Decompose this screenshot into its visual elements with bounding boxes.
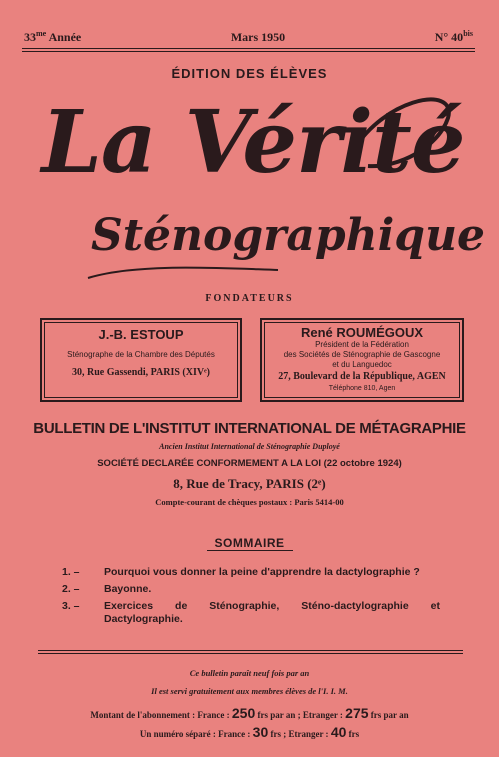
sommaire-list (62, 566, 440, 630)
founder-box-estoup-inner (44, 322, 238, 398)
single-issue-price: Un numéro séparé : France : 30 frs ; Etranger : 40 frs (139, 724, 360, 740)
masthead (18, 88, 488, 288)
list-item-number: 2. – (62, 583, 80, 595)
subscription-price: Montant de l'abonnement : France : 250 frs par an ; Etranger : 275 frs par an (90, 705, 409, 721)
list-item (62, 600, 440, 626)
masthead-title: La Vérité (41, 92, 465, 193)
issue-year: $33^{me}$ Année (24, 29, 82, 44)
list-item-text: Exercices de Sténographie, Sténo-dactylographie et Dactylographie. (104, 600, 440, 625)
footer-members: Il est servi gratuitement aux membres élèves de l'I. I. M. (151, 686, 348, 696)
founder-role-line1: Président de la Fédération (315, 340, 409, 349)
list-item-text: Pourquoi vous donner la peine d'apprendre la dactylographie ? (104, 566, 420, 578)
founder-phone: Téléphone 810, Agen (328, 385, 396, 392)
footer-rule (38, 650, 463, 651)
list-item (62, 566, 440, 579)
list-item-number: 3. – (62, 600, 80, 612)
founder-address: 27, Boulevard de la République, AGEN (278, 371, 446, 382)
edition-label: ÉDITION DES ÉLÈVES (171, 66, 328, 81)
header-rule-thin (22, 51, 475, 52)
list-item (62, 583, 440, 596)
founder-box-roumegoux (260, 318, 464, 402)
sommaire-heading: SOMMAIRE (214, 536, 285, 550)
bulletin-address: 8, Rue de Tracy, PARIS (2ᵉ) (173, 476, 326, 491)
list-item-text: Bayonne. (104, 583, 152, 595)
bulletin-ancien: Ancien Institut International de Sténographie Duployé (159, 442, 340, 451)
issue-number: N° $40^{bis}$ (434, 29, 473, 44)
bulletin-compte: Compte-courant de chèques postaux : Paris 5414-00 (155, 497, 344, 507)
issue-header (24, 28, 473, 46)
founder-role-line2: des Sociétés de Sténographie de Gascogne (283, 350, 441, 359)
fondateurs-heading: FONDATEURS (205, 293, 294, 304)
founder-box-roumegoux-inner (264, 322, 460, 398)
founder-role: Sténographe de la Chambre des Députés (67, 350, 215, 359)
masthead-subtitle: Sténographique (90, 210, 486, 261)
founder-name: René ROUMÉGOUX (300, 325, 424, 340)
list-item-number: 1. – (62, 566, 80, 578)
founder-role-line3: et du Languedoc (332, 360, 392, 369)
founder-box-estoup (40, 318, 242, 402)
footer-frequency: Ce bulletin paraît neuf fois par an (189, 668, 310, 678)
bulletin-title: BULLETIN DE L'INSTITUT INTERNATIONAL DE MÉTAGRAPHIE (33, 420, 466, 437)
sommaire-underline (207, 550, 293, 551)
footer-rule-thin (38, 653, 463, 654)
bulletin-societe: SOCIÉTÉ DECLARÉE CONFORMEMENT A LA LOI (22 octobre 1924) (97, 458, 402, 469)
founder-address: 30, Rue Gassendi, PARIS (XIVᵉ) (72, 367, 210, 378)
issue-date: Mars 1950 (230, 29, 286, 44)
founder-name: J.-B. ESTOUP (98, 327, 184, 342)
header-rule (22, 48, 475, 49)
